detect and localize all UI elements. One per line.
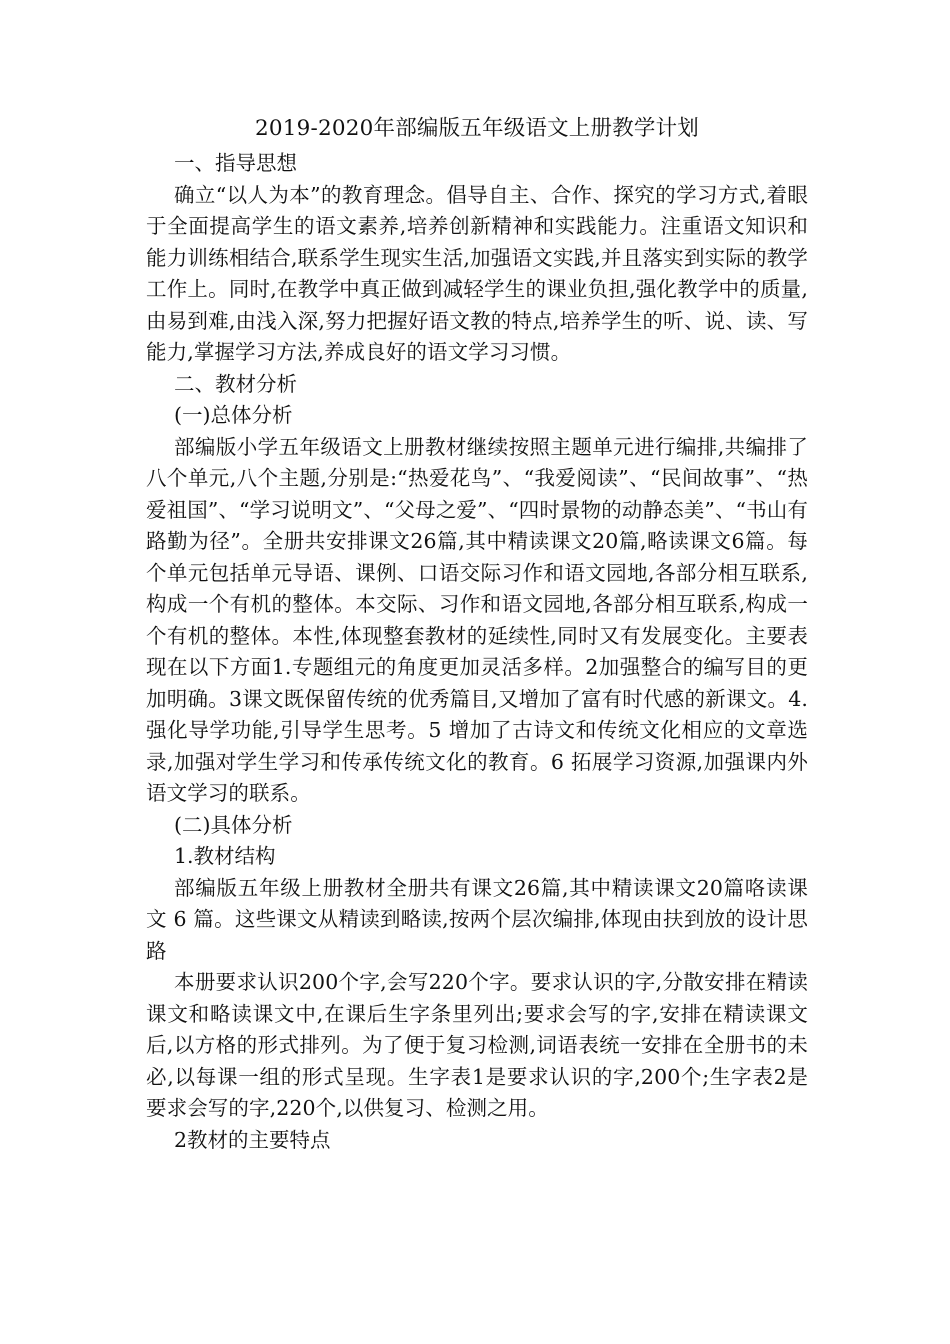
paragraph-textbook-structure: 部编版五年级上册教材全册共有课文26篇,其中精读课文20篇咯读课文 6 篇。这些课文从精读到略读,按两个层次编排,体现由扶到放的设计思路 [146, 875, 808, 963]
paragraph-overall-analysis: 部编版小学五年级语文上册教材继续按照主题单元进行编排,共编排了八个单元,八个主题,分别是:“热爱花鸟”、“我爱阅读”、“民间故事”、“热爱祖国”、“学习说明文”、“父母之爱”、“四时景物的动静态美”、“书山有路勤为径”。全册共安排课文26篇,其中精读课文20篇,略读课文6篇。每个单元包括单元导语、课例、口语交际习作和语文园地,各部分相互联系,构成一个有机的整体。本交际、习作和语文园地,各部分相互联系,构成一个有机的整体。本性,体现整套教材的延续性,同时又有发展变化。主要表现在以下方面1.专题组元的角度更加灵活多样。2加强整合的编写目的更加明确。3课文既保留传统的优秀篇目,又增加了富有时代感的新课文。4.强化导学功能,引导学生思考。5 增加了古诗文和传统文化相应的文章选录,加强对学生学习和传承传统文化的教育。6 拓展学习资源,加强课内外语文学习的联系。 [146, 434, 808, 805]
document-page [146, 112, 808, 1156]
item-heading-textbook-structure: 1.教材结构 [174, 844, 276, 868]
item-heading-main-features: 2教材的主要特点 [174, 1127, 331, 1152]
section-heading-guiding-ideology: 一、指导思想 [174, 151, 297, 175]
paragraph-guiding-ideology: 确立“以人为本”的教育理念。倡导自主、合作、探究的学习方式,着眼于全面提高学生的语文素养,培养创新精神和实践能力。注重语文知识和能力训练相结合,联系学生现实生活,加强语文实践,并且落实到实际的教学工作上。同时,在教学中真正做到减轻学生的课业负担,强化教学中的质量,由易到难,由浅入深,努力把握好语文教的特点,培养学生的听、说、读、写能力,掌握学习方法,养成良好的语文学习习惯。 [146, 182, 808, 364]
section-heading-textbook-analysis: 二、教材分析 [174, 371, 297, 396]
subsection-heading-specific-analysis: (二)具体分析 [174, 812, 293, 837]
paragraph-character-requirements: 本册要求认识200个字,会写220个字。要求认识的字,分散安排在精读课文和略读课文中,在课后生字条里列出;要求会写的字,安排在精读课文后,以方格的形式排列。为了便于复习检测,词语表统一安排在全册书的未必,以每课一组的形式呈现。生字表1是要求认识的字,200个;生字表2是要求会写的字,220个,以供复习、检测之用。 [146, 970, 808, 1120]
subsection-heading-overall-analysis: (一)总体分析 [174, 403, 293, 427]
document-title: 2019-2020年部编版五年级语文上册教学计划 [255, 116, 699, 141]
